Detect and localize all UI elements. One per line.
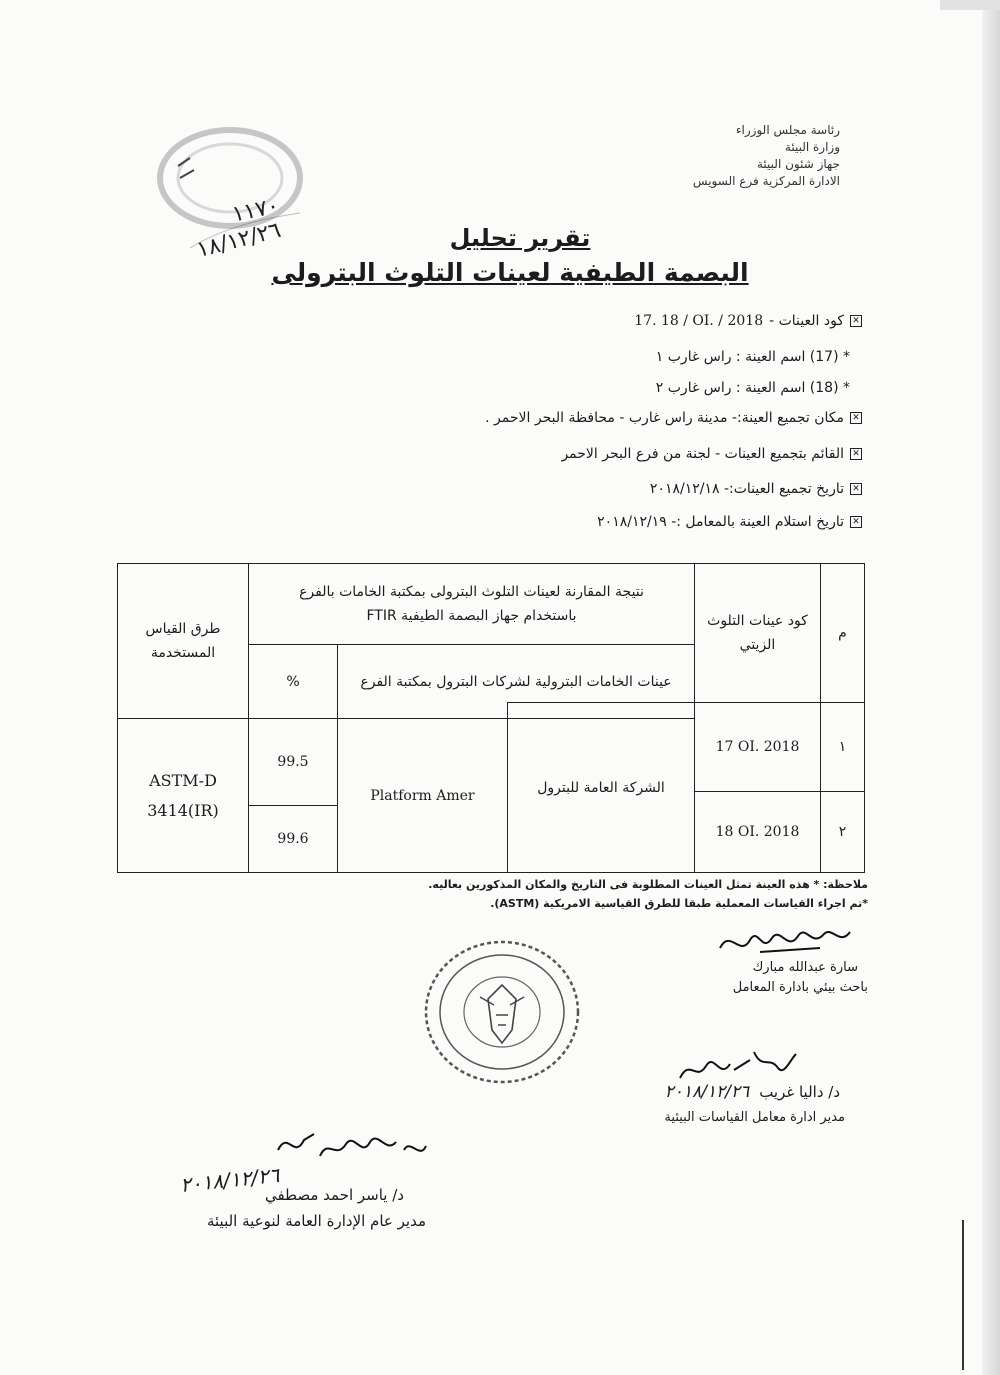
method-cell <box>117 718 249 873</box>
scan-edge-line <box>962 1220 964 1370</box>
info-receive-date <box>597 514 862 530</box>
platform-cell: Platform Amer <box>337 718 508 873</box>
stamp-number: ١١٧٠ <box>229 193 282 228</box>
note-1: ملاحظة: * هذه العينة تمثل العينات المطلوبة فى التاريخ والمكان المذكورين بعاليه. <box>428 878 868 891</box>
signature-3-title: مدير عام الإدارة العامة لنوعية البيئة <box>206 1212 426 1230</box>
method-line1: ASTM-D <box>149 770 217 790</box>
report-subtitle: البصمة الطيفية لعينات التلوث البترولى <box>271 258 749 287</box>
checkbox-icon: ✕ <box>850 412 862 424</box>
letterhead <box>580 122 840 190</box>
signature-2-name: د/ داليا غريب <box>759 1083 840 1101</box>
method-line2: 3414(IR) <box>147 800 219 820</box>
checkbox-icon: ✕ <box>850 516 862 528</box>
signature-2-date: ٢٠١٨/١٢/٢٦ <box>664 1082 750 1102</box>
scan-edge <box>982 0 1000 1375</box>
collector-label: القائم بتجميع العينات - لجنة من فرع البحر الاحمر <box>561 446 844 462</box>
row-code: 17 OI. 2018 <box>694 702 821 792</box>
signature-3-scribble <box>270 1120 430 1175</box>
header-methods: طرق القياس المستخدمة <box>117 563 249 719</box>
code-label: كود العينات - <box>769 313 844 329</box>
row-serial: ١ <box>820 702 865 792</box>
header-result-line1: نتيجة المقارنة لعينات التلوث البترولى بمكتبة الخامات بالفرع <box>299 584 644 600</box>
company-cell: الشركة العامة للبترول <box>507 702 695 873</box>
checkbox-icon: ✕ <box>850 315 862 327</box>
header-library: عينات الخامات البترولية لشركات البترول بمكتبة الفرع <box>337 644 695 719</box>
code-value: 17. 18 / OI. / 2018 <box>634 313 764 329</box>
info-collector <box>561 446 862 462</box>
letterhead-line: الادارة المركزية فرع السويس <box>692 174 840 188</box>
percent-cell: 99.5 <box>248 718 338 806</box>
signature-1-name: سارة عبدالله مبارك <box>752 960 858 975</box>
official-seal <box>420 935 585 1090</box>
signature-1-scribble <box>700 918 870 966</box>
info-place <box>485 410 862 426</box>
collect-date-label: تاريخ تجميع العينات:- ٢٠١٨/١٢/١٨ <box>649 481 844 497</box>
header-serial: م <box>820 563 865 703</box>
row-code: 18 OI. 2018 <box>694 791 821 873</box>
stamp-date: ١٨/١٢/٢٦ <box>194 218 284 263</box>
letterhead-line: رئاسة مجلس الوزراء <box>735 123 840 137</box>
signature-1-title: باحث بيئي بادارة المعامل <box>732 980 868 995</box>
signature-2-line <box>665 1082 840 1102</box>
signature-3-name: د/ ياسر احمد مصطفي <box>264 1186 404 1204</box>
note-2: *تم اجراء القياسات المعملية طبقا للطرق القياسية الامريكية (ASTM). <box>490 897 868 910</box>
receive-date-label: تاريخ استلام العينة بالمعامل :- ٢٠١٨/١٢/١٩ <box>597 514 844 530</box>
header-result <box>248 563 695 645</box>
percent-cell: 99.6 <box>248 805 338 873</box>
row-serial: ٢ <box>820 791 865 873</box>
signature-3-date: ٢٠١٨/١٢/٢٦ <box>179 1162 281 1198</box>
info-code <box>634 313 862 329</box>
header-result-line2: باستخدام جهاز البصمة الطيفية FTIR <box>366 608 577 624</box>
letterhead-line: جهاز شئون البيئة <box>756 157 840 171</box>
report-title: تقرير تحليل <box>449 224 591 252</box>
scan-edge-top <box>940 0 1000 10</box>
sample-17-label: * (17) اسم العينة : راس غارب ١ <box>655 349 850 365</box>
sample-18-label: * (18) اسم العينة : راس غارب ٢ <box>655 380 850 396</box>
checkbox-icon: ✕ <box>850 448 862 460</box>
info-sample-17 <box>656 349 850 365</box>
results-table <box>117 563 865 873</box>
place-label: مكان تجميع العينة:- مدينة راس غارب - محافظة البحر الاحمر . <box>485 410 844 426</box>
letterhead-line: وزارة البيئة <box>784 140 840 154</box>
info-sample-18 <box>656 380 850 396</box>
header-code: كود عينات التلوث الزيتي <box>694 563 821 703</box>
signature-2-title: مدير ادارة معامل القياسات البيئية <box>664 1110 845 1125</box>
info-collect-date <box>650 481 862 497</box>
header-percent: % <box>248 644 338 719</box>
checkbox-icon: ✕ <box>850 483 862 495</box>
